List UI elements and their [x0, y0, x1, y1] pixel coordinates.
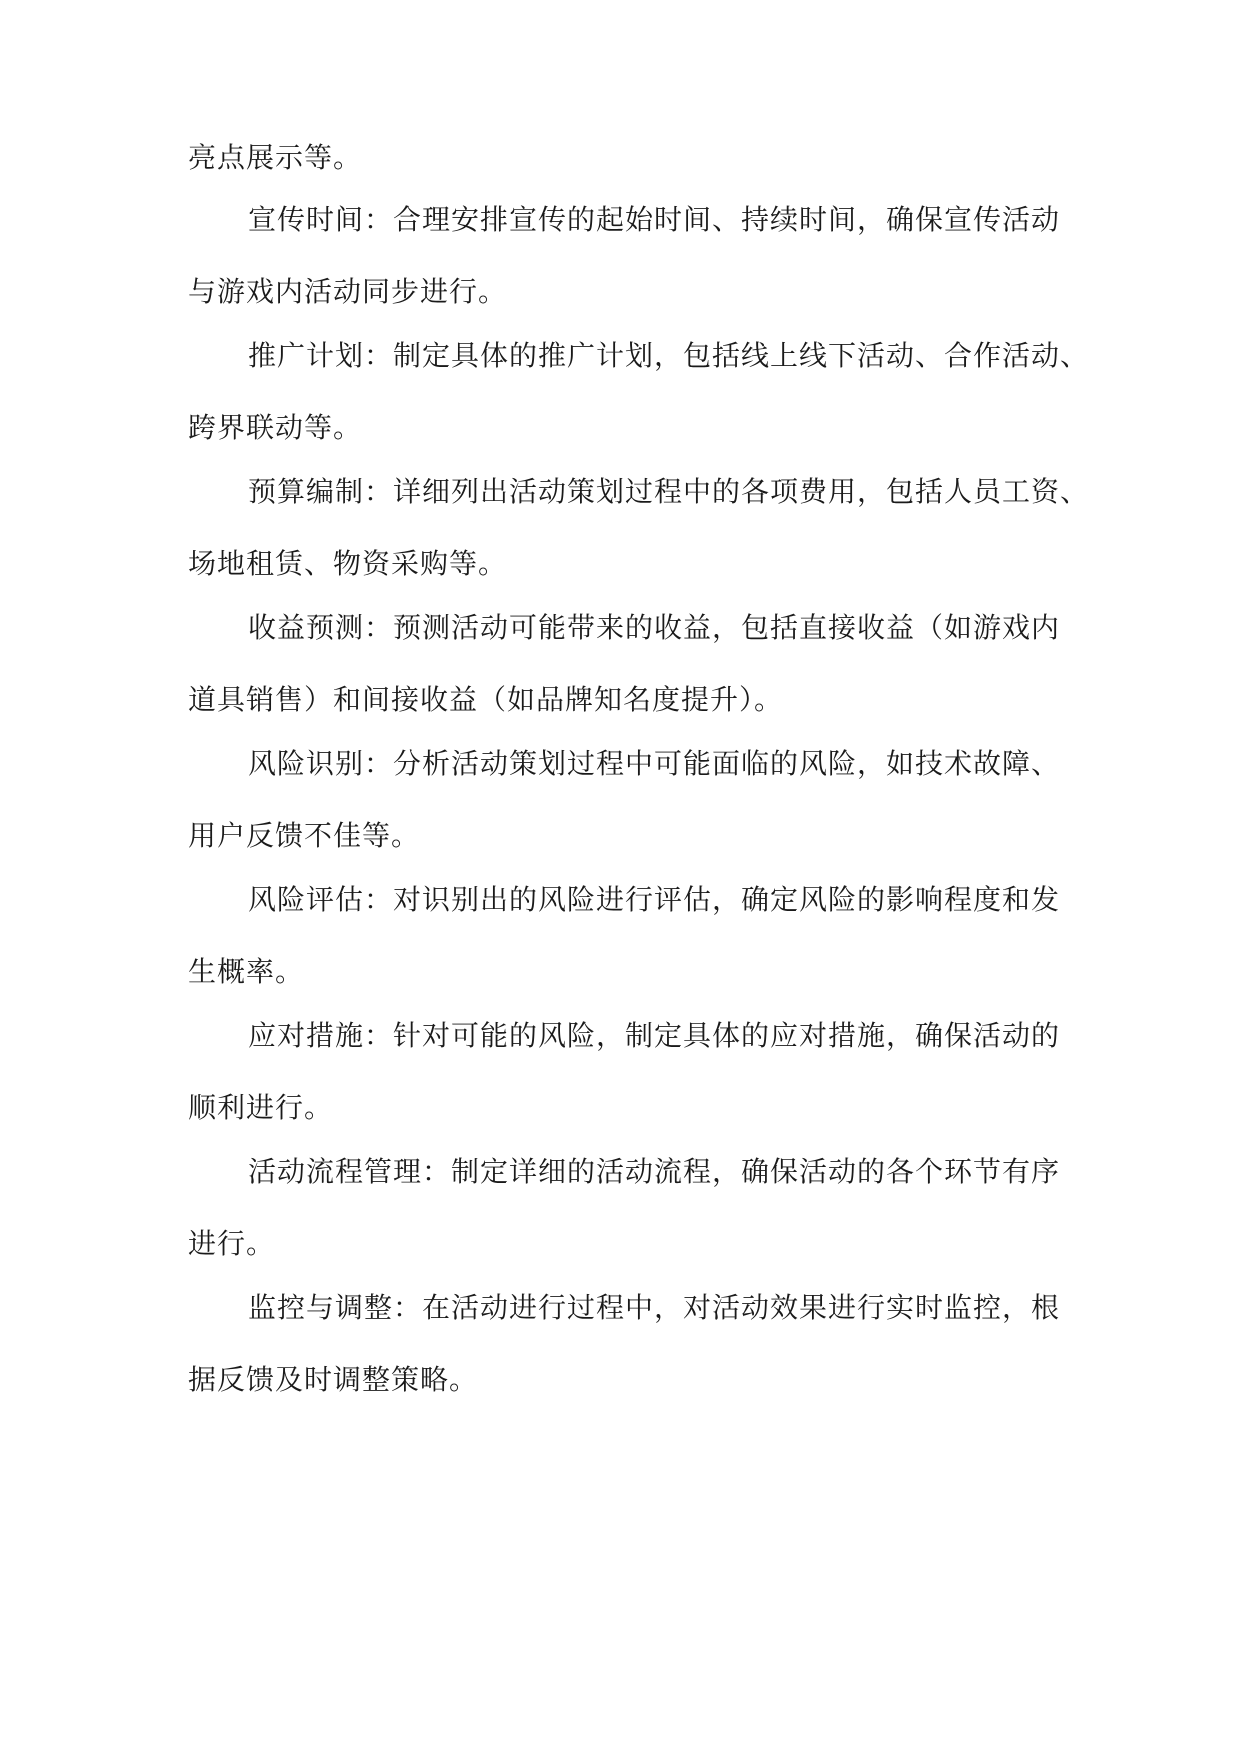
- paragraph-line: 亮点展示等。: [188, 141, 363, 174]
- paragraph-line: 跨界联动等。: [188, 411, 363, 444]
- paragraph-line: 顺利进行。: [188, 1091, 334, 1124]
- paragraph-line: 风险评估：对识别出的风险进行评估，确定风险的影响程度和发: [248, 883, 1061, 916]
- paragraph-line: 据反馈及时调整策略。: [188, 1363, 479, 1396]
- paragraph-line: 收益预测：预测活动可能带来的收益，包括直接收益（如游戏内: [248, 611, 1061, 644]
- paragraph-line: 生概率。: [188, 955, 305, 988]
- paragraph-line: 应对措施：针对可能的风险，制定具体的应对措施，确保活动的: [248, 1019, 1061, 1052]
- paragraph-line: 用户反馈不佳等。: [188, 819, 421, 852]
- paragraph-line: 宣传时间：合理安排宣传的起始时间、持续时间，确保宣传活动: [248, 203, 1061, 236]
- paragraph-line: 活动流程管理：制定详细的活动流程，确保活动的各个环节有序: [248, 1155, 1061, 1188]
- paragraph-line: 监控与调整：在活动进行过程中，对活动效果进行实时监控，根: [248, 1291, 1061, 1324]
- paragraph-line: 推广计划：制定具体的推广计划，包括线上线下活动、合作活动、: [248, 339, 1090, 372]
- paragraph-line: 道具销售）和间接收益（如品牌知名度提升）。: [188, 683, 784, 716]
- paragraph-line: 风险识别：分析活动策划过程中可能面临的风险，如技术故障、: [248, 747, 1061, 780]
- paragraph-line: 与游戏内活动同步进行。: [188, 275, 508, 308]
- paragraph-line: 预算编制：详细列出活动策划过程中的各项费用，包括人员工资、: [248, 475, 1090, 508]
- paragraph-line: 进行。: [188, 1227, 276, 1260]
- paragraph-line: 场地租赁、物资采购等。: [188, 547, 508, 580]
